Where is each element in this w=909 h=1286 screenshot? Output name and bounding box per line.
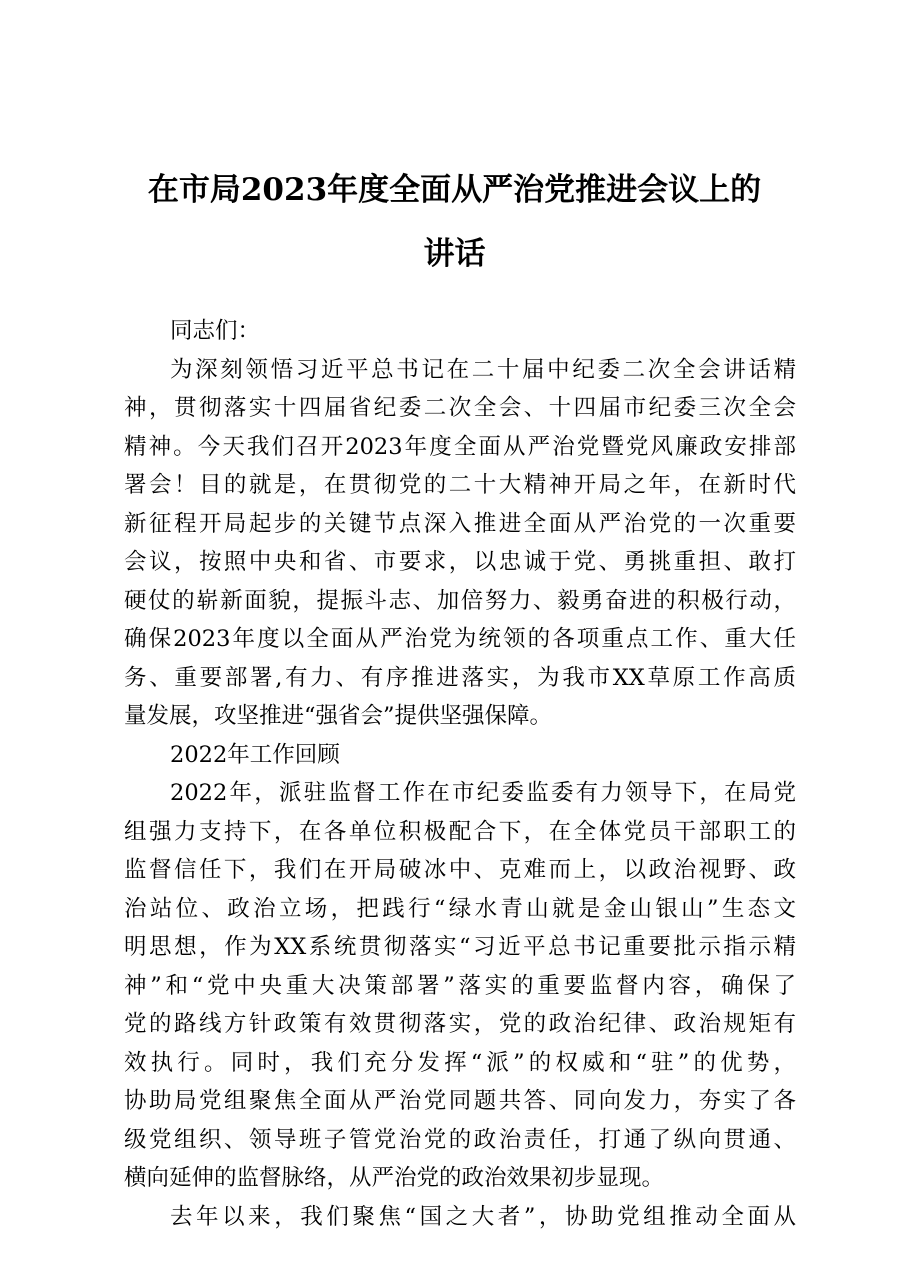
salutation: 同志们： (170, 318, 261, 344)
paragraph-line: 协助局党组聚焦全面从严治党同题共答、同向发力，夯实了各 (124, 1088, 796, 1114)
paragraph-intro (124, 351, 796, 736)
paragraph-line: 量发展，攻坚推进“强省会”提供坚强保障。 (124, 703, 553, 729)
section-heading: 2022年工作回顾 (170, 741, 340, 768)
paragraph-line: 新征程开局起步的关键节点深入推进全面从严治党的一次重要 (124, 510, 796, 537)
title-line-1: 在市局2023年度全面从严治党推进会议上的 (147, 172, 762, 208)
document-title (120, 158, 789, 286)
paragraph-line: 监督信任下，我们在开局破冰中、克难而上，以政治视野、政 (124, 857, 796, 883)
paragraph-line: 署会！目的就是，在贯彻党的二十大精神开局之年，在新时代 (124, 472, 796, 498)
paragraph-line: 确保2023年度以全面从严治党为统领的各项重点工作、重大任 (124, 626, 796, 652)
paragraph-review (124, 774, 796, 1198)
paragraph-line: 明思想，作为XX系统贯彻落实“习近平总书记重要批示指示精 (124, 934, 796, 960)
paragraph-line: 务、重要部署,有力、有序推进落实，为我市XX草原工作高质 (124, 664, 796, 691)
document-body (124, 312, 796, 1236)
paragraph-continuation (124, 1198, 796, 1237)
paragraph-line: 组强力支持下，在各单位积极配合下，在全体党员干部职工的 (124, 818, 796, 845)
paragraph-line: 效执行。同时，我们充分发挥“派”的权威和“驻”的优势， (124, 1049, 796, 1076)
paragraph-line: 为深刻领悟习近平总书记在二十届中纪委二次全会讲话精 (170, 356, 796, 383)
paragraph-line: 神”和“党中央重大决策部署”落实的重要监督内容，确保了 (124, 972, 796, 999)
paragraph-line: 横向延伸的监督脉络，从严治党的政治效果初步显现。 (124, 1165, 665, 1191)
paragraph-line: 会议，按照中央和省、市要求，以忠诚于党、勇挑重担、敢打 (124, 549, 796, 575)
paragraph-line: 去年以来，我们聚焦“国之大者”，协助党组推动全面从 (170, 1203, 796, 1230)
paragraph-line: 2022年，派驻监督工作在市纪委监委有力领导下，在局党 (170, 780, 796, 806)
paragraph-line: 神，贯彻落实十四届省纪委二次全会、十四届市纪委三次全会 (124, 395, 796, 421)
paragraph-line: 级党组织、领导班子管党治党的政治责任，打通了纵向贯通、 (124, 1126, 796, 1153)
paragraph-line: 治站位、政治立场，把践行“绿水青山就是金山银山”生态文 (124, 895, 796, 922)
paragraph-line: 党的路线方针政策有效贯彻落实，党的政治纪律、政治规矩有 (124, 1011, 796, 1037)
title-line-2: 讲话 (423, 236, 486, 272)
paragraph-line: 硬仗的崭新面貌，提振斗志、加倍努力、毅勇奋进的积极行动， (124, 587, 796, 614)
paragraph-line: 精神。今天我们召开2023年度全面从严治党暨党风廉政安排部 (124, 433, 796, 460)
